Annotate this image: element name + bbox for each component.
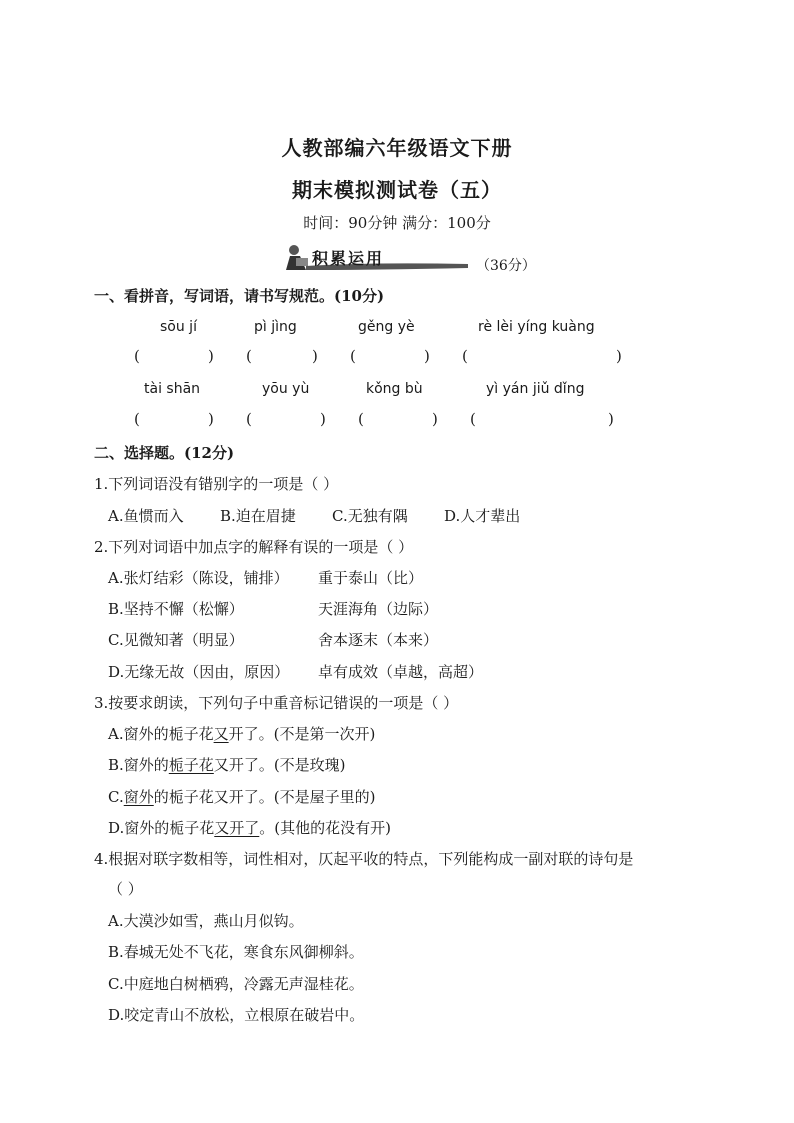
pinyin-3: gěng yè [358,319,415,335]
pinyin-7: kǒng bù [366,381,423,397]
time-info: 时间：90分钟 满分：100分 [303,214,491,232]
item-4-stem: 4.根据对联字数相等，词性相对，仄起平收的特点，下列能构成一副对联的诗句是 [94,850,634,868]
answer-paren-right: ) [320,410,326,428]
item-2-option-b-right: 天涯海角（边际） [318,600,439,618]
answer-paren-left: ( [358,410,364,428]
item-2-option-d-right: 卓有成效（卓越，高超） [318,663,484,681]
section-score: （36分） [476,258,536,274]
paper-subtitle: 期末模拟测试卷（五） [292,178,502,202]
item-4-answer-paren: （ ） [108,880,143,898]
stress-mark: 栀子花 [168,756,214,774]
section-title: 积累运用 [312,249,385,268]
item-3-option-c: C.窗外的栀子花又开了。(不是屋子里的) [108,788,376,806]
answer-paren-left: ( [462,347,468,365]
item-1-option-a: A.鱼惯而入 [108,507,184,525]
answer-paren-right: ) [312,347,318,365]
item-4-option-b: B.春城无处不飞花，寒食东风御柳斜。 [108,943,364,961]
pinyin-6: yōu yù [262,381,310,397]
answer-paren-right: ) [432,410,438,428]
item-1-option-b: B.迫在眉捷 [220,507,296,525]
pinyin-5: tài shān [144,381,201,397]
answer-paren-left: ( [134,410,140,428]
answer-paren-left: ( [350,347,356,365]
stress-mark: 窗外 [123,788,154,806]
answer-paren-right: ) [208,347,214,365]
question-2-heading: 二、选择题。(12分) [94,444,235,462]
answer-paren-right: ) [424,347,430,365]
item-2-option-b-left: B.坚持不懈（松懈） [108,600,244,618]
answer-paren-left: ( [246,347,252,365]
item-2-option-c-right: 舍本逐末（本来） [318,631,439,649]
paper-title: 人教部编六年级语文下册 [281,136,513,160]
item-2-option-a-right: 重于泰山（比） [318,569,424,587]
item-3-option-b: B.窗外的栀子花又开了。(不是玫瑰) [108,756,346,774]
pinyin-8: yì yán jiǔ dǐng [486,381,585,397]
answer-paren-right: ) [608,410,614,428]
answer-paren-right: ) [208,410,214,428]
item-2-option-a-left: A.张灯结彩（陈设，铺排） [108,569,289,587]
section-banner [282,240,472,274]
item-3-option-d: D.窗外的栀子花又开了。(其他的花没有开) [108,819,391,837]
pinyin-4: rè lèi yíng kuàng [478,319,595,335]
item-1-stem: 1.下列词语没有错别字的一项是（ ） [94,475,339,493]
pinyin-2: pì jìng [254,319,297,335]
answer-paren-left: ( [470,410,476,428]
stress-mark: 又开了 [214,819,260,837]
item-2-stem: 2.下列对词语中加点字的解释有误的一项是（ ） [94,538,414,556]
answer-paren-left: ( [134,347,140,365]
item-2-option-c-left: C.见微知著（明显） [108,631,244,649]
item-4-option-d: D.咬定青山不放松，立根原在破岩中。 [108,1006,365,1024]
pinyin-1: sōu jí [160,319,197,335]
item-1-option-d: D.人才辈出 [444,507,521,525]
item-3-option-a: A.窗外的栀子花又开了。(不是第一次开) [108,725,376,743]
item-4-option-a: A.大漠沙如雪，燕山月似钩。 [108,912,304,930]
stress-mark: 又 [213,725,229,743]
item-1-option-c: C.无独有隅 [332,507,408,525]
answer-paren-left: ( [246,410,252,428]
item-2-option-d-left: D.无缘无故（因由，原因） [108,663,290,681]
item-3-stem: 3.按要求朗读，下列句子中重音标记错误的一项是（ ） [94,694,459,712]
question-1-heading: 一、看拼音，写词语，请书写规范。(10分) [94,287,385,305]
item-4-option-c: C.中庭地白树栖鸦，冷露无声湿桂花。 [108,975,364,993]
answer-paren-right: ) [616,347,622,365]
